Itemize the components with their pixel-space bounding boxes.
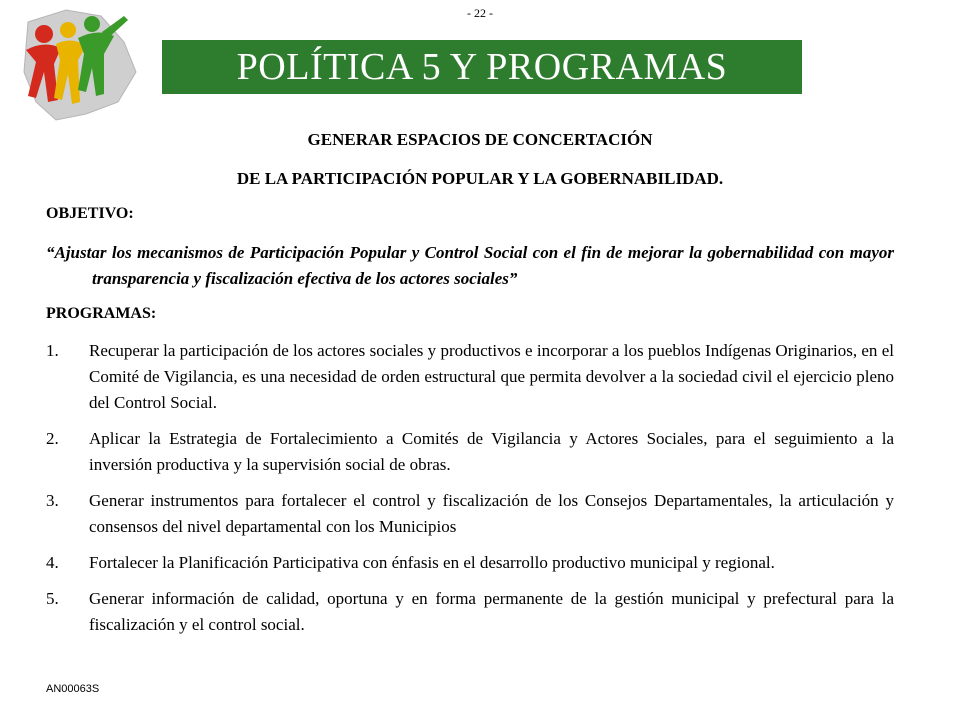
programs-list — [46, 338, 894, 648]
objective-label: OBJETIVO: — [46, 205, 134, 222]
program-text: Aplicar la Estrategia de Fortalecimiento a Comités de Vigilancia y Actores Sociales, para el seguimiento a la inversión productiva y la supervisión social de obras. — [89, 429, 894, 474]
program-item — [46, 550, 894, 576]
program-number: 5. — [46, 589, 59, 608]
program-text: Generar instrumentos para fortalecer el control y fiscalización de los Consejos Departamentales, la articulación y consensos del nivel departamental con los Municipios — [89, 491, 894, 536]
subtitle-line-1: GENERAR ESPACIOS DE CONCERTACIÓN — [307, 130, 653, 149]
program-text: Generar información de calidad, oportuna y en forma permanente de la gestión municipal y prefectural para la fiscalización y el control social. — [89, 589, 894, 634]
program-item — [46, 338, 894, 416]
program-number: 4. — [46, 553, 59, 572]
title-banner — [162, 40, 802, 94]
footer-code: AN00063S — [46, 683, 100, 695]
program-number: 2. — [46, 429, 59, 448]
program-number: 3. — [46, 491, 59, 510]
objective-text: “Ajustar los mecanismos de Participación Popular y Control Social con el fin de mejorar la gobernabilidad con mayor transparencia y fiscalización efectiva de los actores sociales” — [46, 243, 894, 288]
program-item — [46, 586, 894, 638]
program-text: Recuperar la participación de los actores sociales y productivos e incorporar a los pueblos Indígenas Originarios, en el Comité de Vigilancia, es una necesidad de orden estructural que permita devolver a la sociedad civil el ejercicio pleno del Control Social. — [89, 341, 894, 412]
subtitle-line-2: DE LA PARTICIPACIÓN POPULAR Y LA GOBERNABILIDAD. — [236, 169, 724, 188]
program-item — [46, 488, 894, 540]
page-number: - 22 - — [467, 6, 493, 20]
programs-label: PROGRAMAS: — [46, 305, 157, 322]
participation-logo-icon — [6, 2, 146, 134]
program-item — [46, 426, 894, 478]
program-number: 1. — [46, 341, 59, 360]
page-title: POLÍTICA 5 Y PROGRAMAS — [236, 46, 728, 88]
program-text: Fortalecer la Planificación Participativa con énfasis en el desarrollo productivo municipal y regional. — [89, 553, 775, 572]
